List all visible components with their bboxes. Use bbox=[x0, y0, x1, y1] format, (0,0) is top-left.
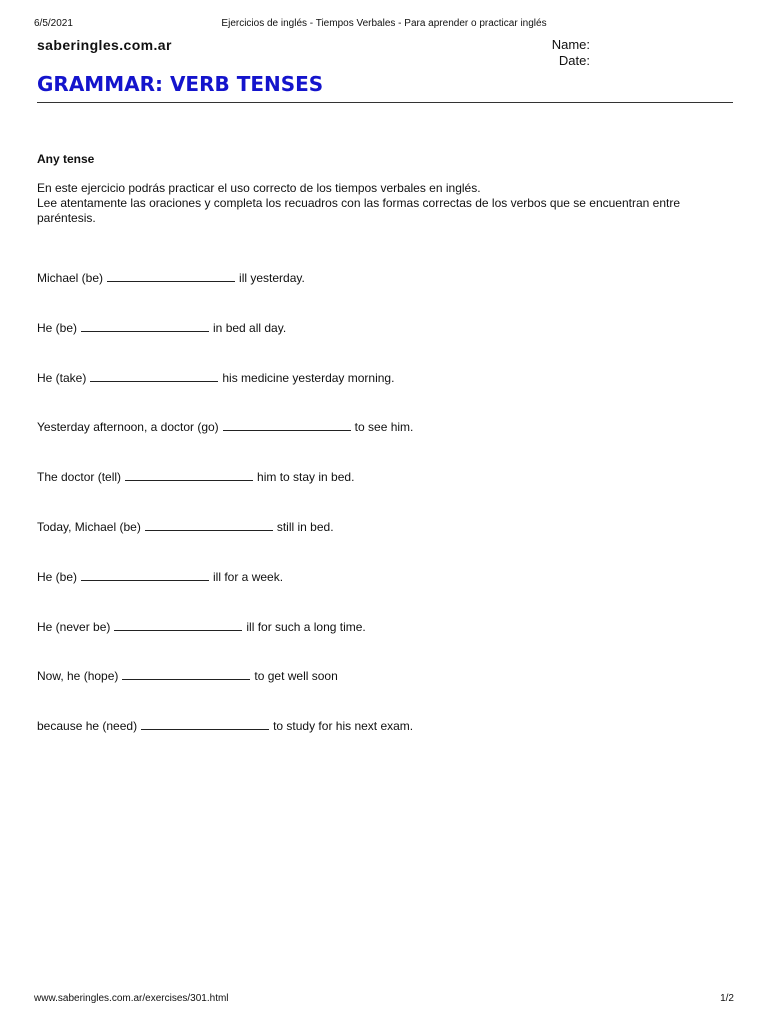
answer-blank[interactable] bbox=[90, 367, 218, 382]
exercise-continuation: in bed all day. bbox=[213, 321, 287, 335]
exercise-prompt: He (take) bbox=[37, 371, 87, 385]
exercise-item bbox=[37, 416, 413, 435]
answer-blank[interactable] bbox=[122, 665, 250, 680]
exercise-item bbox=[37, 267, 305, 286]
exercise-prompt: Michael (be) bbox=[37, 271, 104, 285]
exercise-continuation: ill for a week. bbox=[213, 570, 284, 584]
exercise-continuation: to study for his next exam. bbox=[273, 719, 414, 733]
print-date: 6/5/2021 bbox=[34, 18, 73, 29]
exercise-continuation: still in bed. bbox=[276, 520, 334, 534]
page-title: GRAMMAR: VERB TENSES bbox=[37, 72, 324, 96]
exercise-continuation: ill for such a long time. bbox=[246, 620, 366, 634]
answer-blank[interactable] bbox=[81, 566, 209, 581]
answer-blank[interactable] bbox=[223, 416, 351, 431]
exercise-item bbox=[37, 317, 286, 336]
print-header bbox=[34, 18, 734, 32]
name-label: Name: bbox=[551, 37, 590, 52]
exercise-continuation: to get well soon bbox=[254, 669, 338, 683]
exercise-prompt: The doctor (tell) bbox=[37, 470, 122, 484]
print-footer bbox=[34, 993, 734, 1007]
exercise-continuation: him to stay in bed. bbox=[257, 470, 355, 484]
instructions bbox=[37, 181, 737, 226]
exercise-continuation: his medicine yesterday morning. bbox=[222, 371, 395, 385]
page-url: www.saberingles.com.ar/exercises/301.html bbox=[34, 993, 229, 1004]
answer-blank[interactable] bbox=[81, 317, 209, 332]
exercise-continuation: ill yesterday. bbox=[239, 271, 305, 285]
answer-blank[interactable] bbox=[125, 466, 253, 481]
exercise-prompt: He (never be) bbox=[37, 620, 111, 634]
exercise-prompt: Today, Michael (be) bbox=[37, 520, 141, 534]
student-meta bbox=[552, 37, 590, 69]
section-title: Any tense bbox=[37, 152, 95, 166]
exercise-continuation: to see him. bbox=[354, 420, 414, 434]
answer-blank[interactable] bbox=[107, 267, 235, 282]
instructions-line-2: Lee atentamente las oraciones y completa los recuadros con las formas correctas de los verbos que se encuentran entre paréntesis. bbox=[37, 196, 681, 225]
exercise-item bbox=[37, 516, 334, 535]
exercise-prompt: Yesterday afternoon, a doctor (go) bbox=[37, 420, 219, 434]
exercise-prompt: He (be) bbox=[37, 321, 78, 335]
exercise-item bbox=[37, 616, 366, 635]
print-document-title: Ejercicios de inglés - Tiempos Verbales - Para aprender o practicar inglés bbox=[221, 18, 547, 29]
exercise-item bbox=[37, 665, 338, 684]
exercise-item bbox=[37, 715, 413, 734]
answer-blank[interactable] bbox=[141, 715, 269, 730]
exercise-prompt: He (be) bbox=[37, 570, 78, 584]
site-brand: saberingles.com.ar bbox=[37, 37, 172, 53]
exercise-item bbox=[37, 566, 283, 585]
exercise-item bbox=[37, 466, 354, 485]
exercise-prompt: Now, he (hope) bbox=[37, 669, 119, 683]
answer-blank[interactable] bbox=[145, 516, 273, 531]
date-label: Date: bbox=[558, 53, 590, 68]
exercise-prompt: because he (need) bbox=[37, 719, 138, 733]
answer-blank[interactable] bbox=[114, 616, 242, 631]
title-divider bbox=[37, 102, 733, 103]
exercise-item bbox=[37, 367, 394, 386]
instructions-line-1: En este ejercicio podrás practicar el uso correcto de los tiempos verbales en inglés. bbox=[37, 181, 481, 195]
page-number: 1/2 bbox=[720, 993, 734, 1004]
